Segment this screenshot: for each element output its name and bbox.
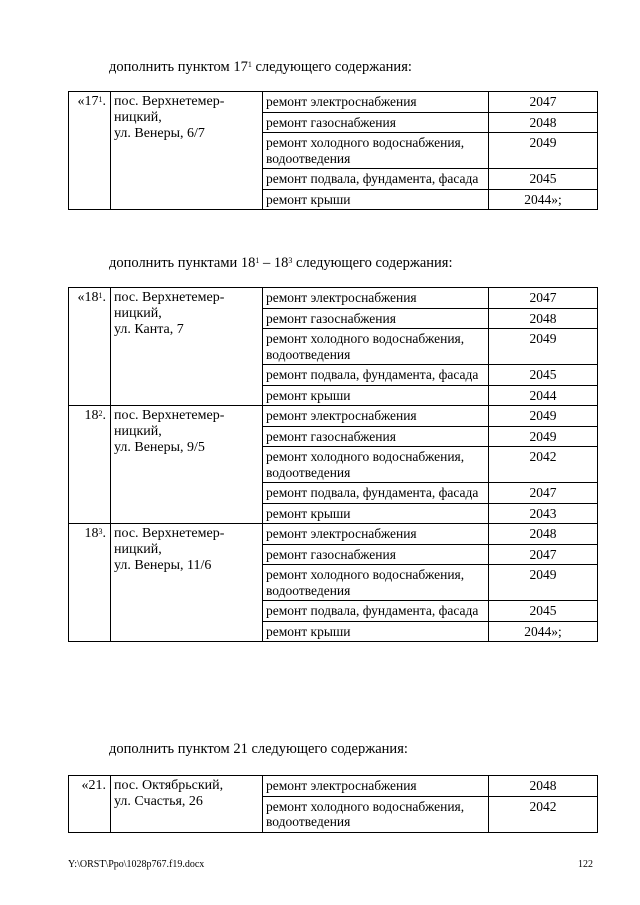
work-type: ремонт подвала, фундамента, фасада [263,601,489,622]
item-number-tail: . [102,94,106,109]
work-type: ремонт крыши [263,503,489,524]
work-year: 2049 [489,133,598,169]
address-line: ул. Венеры, 6/7 [114,126,205,141]
item-number-sup: 2 [98,409,103,418]
intro-text: дополнить пунктом 21 следующего содержания: [109,741,408,757]
item-number [69,776,111,833]
item-number-sup: 1 [98,291,103,300]
address-line: ул. Венеры, 11/6 [114,558,212,573]
item-number-tail: . [102,290,106,305]
footer-page-number: 122 [578,859,593,870]
work-type: ремонт электроснабжения [263,288,489,309]
address-line: ницкий, [114,424,162,439]
work-year: 2049 [489,329,598,365]
work-year: 2047 [489,544,598,565]
work-year: 2048 [489,776,598,797]
intro-section-2 [109,254,453,272]
address-line: пос. Верхнетемер- [114,526,225,541]
address-cell [111,524,263,642]
work-year: 2047 [489,483,598,504]
footer-file-path: Y:\ORST\Ppo\1028p767.f19.docx [68,859,205,870]
address-line: ницкий, [114,306,162,321]
work-year: 2048 [489,112,598,133]
work-year: 2044»; [489,189,598,210]
work-year: 2047 [489,92,598,113]
item-number [69,288,111,406]
address-cell [111,406,263,524]
work-year: 2044»; [489,621,598,642]
item-number-text: 18 [84,526,99,541]
intro-sup: 1 [255,256,260,265]
work-year: 2049 [489,565,598,601]
work-type: ремонт подвала, фундамента, фасада [263,483,489,504]
item-number-sup: 3 [98,527,103,536]
work-year: 2049 [489,426,598,447]
work-year: 2045 [489,601,598,622]
work-type: ремонт холодного водоснабжения, водоотведения [263,447,489,483]
item-number-text: «18 [77,290,99,305]
item-number-tail: . [102,526,106,541]
address-line: пос. Верхнетемер- [114,408,225,423]
address-line: пос. Верхнетемер- [114,290,225,305]
item-number-text: 18 [84,408,99,423]
address-cell [111,776,263,833]
work-year: 2042 [489,447,598,483]
item-number [69,524,111,642]
intro-sup-2: 3 [288,256,293,265]
work-year: 2049 [489,406,598,427]
address-line: ул. Венеры, 9/5 [114,440,205,455]
table-row [69,524,598,545]
work-type: ремонт электроснабжения [263,92,489,113]
work-type: ремонт подвала, фундамента, фасада [263,365,489,386]
work-year: 2048 [489,524,598,545]
work-type: ремонт газоснабжения [263,426,489,447]
work-type: ремонт крыши [263,621,489,642]
work-type: ремонт газоснабжения [263,308,489,329]
work-type: ремонт электроснабжения [263,406,489,427]
work-year: 2043 [489,503,598,524]
address-cell [111,288,263,406]
address-line: ницкий, [114,542,162,557]
table-row [69,92,598,113]
intro-mid: – 18 [259,255,289,271]
table-row [69,776,598,797]
intro-section-3 [109,740,408,758]
work-type: ремонт подвала, фундамента, фасада [263,169,489,190]
address-cell [111,92,263,210]
intro-sup: 1 [247,60,252,69]
intro-text: дополнить пунктом 17 [109,59,248,75]
work-type: ремонт крыши [263,189,489,210]
table-row [69,288,598,309]
work-year: 2047 [489,288,598,309]
work-type: ремонт холодного водоснабжения, водоотведения [263,329,489,365]
table-row [69,406,598,427]
work-year: 2042 [489,796,598,832]
item-number [69,92,111,210]
table-section-2 [68,287,598,642]
work-type: ремонт холодного водоснабжения, водоотведения [263,565,489,601]
work-type: ремонт электроснабжения [263,524,489,545]
item-number-text: «21. [81,778,106,793]
item-number-tail: . [102,408,106,423]
intro-tail: следующего содержания: [292,255,453,271]
work-type: ремонт крыши [263,385,489,406]
work-year: 2048 [489,308,598,329]
address-line: ул. Канта, 7 [114,322,184,337]
address-line: пос. Октябрьский, [114,778,224,793]
item-number-sup: 1 [98,95,103,104]
work-year: 2045 [489,169,598,190]
work-type: ремонт холодного водоснабжения, водоотведения [263,133,489,169]
address-line: ницкий, [114,110,162,125]
item-number [69,406,111,524]
table-section-1 [68,91,598,210]
work-type: ремонт электроснабжения [263,776,489,797]
intro-text: дополнить пунктами 18 [109,255,256,271]
address-line: ул. Счастья, 26 [114,794,203,809]
work-year: 2044 [489,385,598,406]
item-number-text: «17 [77,94,99,109]
work-type: ремонт газоснабжения [263,112,489,133]
work-type: ремонт холодного водоснабжения, водоотведения [263,796,489,832]
intro-section-1 [109,58,412,76]
work-type: ремонт газоснабжения [263,544,489,565]
address-line: пос. Верхнетемер- [114,94,225,109]
intro-tail: следующего содержания: [251,59,412,75]
table-section-3 [68,775,598,833]
work-year: 2045 [489,365,598,386]
